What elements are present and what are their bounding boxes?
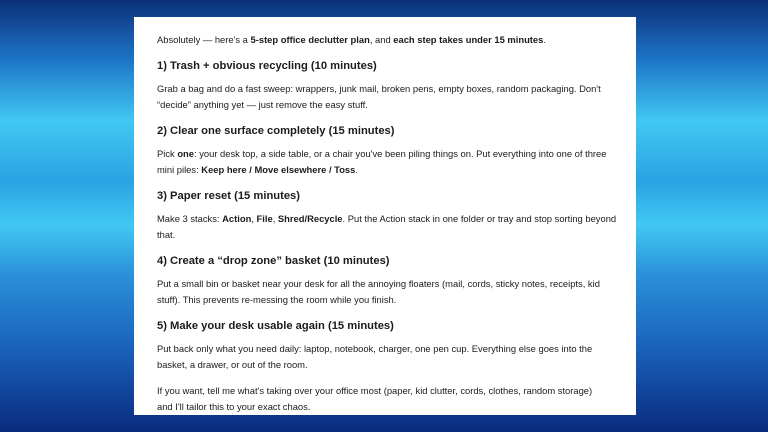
chat-response-card [134, 17, 636, 415]
step-3-line: that. [157, 229, 176, 240]
step-1-body [157, 81, 614, 113]
step-3-text: Make 3 stacks: [157, 213, 223, 224]
step-2-text: Pick [157, 148, 178, 159]
step-4-body [157, 276, 614, 308]
step-2-line [157, 146, 614, 162]
step-3-text: . Put the Action stack in one folder or tray and stop sorting beyond [342, 213, 617, 224]
step-2-line [157, 162, 614, 178]
step-2-body [157, 146, 614, 178]
intro-plan-highlight: 5-step office declutter plan [250, 34, 370, 45]
step-2-bold: Keep here / Move elsewhere / Toss [201, 164, 356, 175]
intro-text: , and [369, 34, 394, 45]
step-3-line [157, 211, 617, 227]
step-1-line: “decide” anything yet — just remove the easy stuff. [157, 99, 368, 110]
intro-text: Absolutely — here's a [157, 34, 251, 45]
step-5-body [157, 341, 614, 373]
step-2-text: mini piles: [157, 164, 202, 175]
step-4-line: stuff). This prevents re-messing the room while you finish. [157, 294, 397, 305]
step-2-text: : your desk top, a side table, or a chair you've been piling things on. Put everything into one of three [194, 148, 607, 159]
step-3-heading: 3) Paper reset (15 minutes) [157, 190, 301, 202]
step-4-heading: 4) Create a “drop zone” basket (10 minutes) [157, 255, 390, 267]
step-4-line: Put a small bin or basket near your desk for all the annoying floaters (mail, cords, sticky notes, receipts, kid [157, 278, 600, 289]
step-3-text: , [251, 213, 257, 224]
step-2-text: . [355, 164, 358, 175]
intro-time-highlight: each step takes under 15 minutes [393, 34, 544, 45]
step-5-line: Put back only what you need daily: laptop, notebook, charger, one pen cup. Everything else goes into the [157, 343, 593, 354]
step-1-line: Grab a bag and do a fast sweep: wrappers, junk mail, broken pens, empty boxes, random packaging. Don't [157, 83, 601, 94]
outro-line: If you want, tell me what's taking over your office most (paper, kid clutter, cords, clothes, random storage) [157, 385, 593, 396]
intro-paragraph [157, 32, 614, 48]
step-5-line: basket, a drawer, or out of the room. [157, 359, 308, 370]
step-2-heading: 2) Clear one surface completely (15 minutes) [157, 125, 395, 137]
step-1-heading: 1) Trash + obvious recycling (10 minutes) [157, 60, 377, 72]
step-3-text: , [272, 213, 278, 224]
step-3-bold: Shred/Recycle [277, 213, 343, 224]
intro-text: . [543, 34, 546, 45]
step-3-body [157, 211, 617, 243]
step-5-heading: 5) Make your desk usable again (15 minutes) [157, 320, 394, 332]
outro-paragraph [157, 383, 614, 415]
step-3-bold: File [256, 213, 273, 224]
step-3-bold: Action [222, 213, 252, 224]
outro-line: and I'll tailor this to your exact chaos. [157, 401, 311, 412]
step-2-bold: one [177, 148, 194, 159]
